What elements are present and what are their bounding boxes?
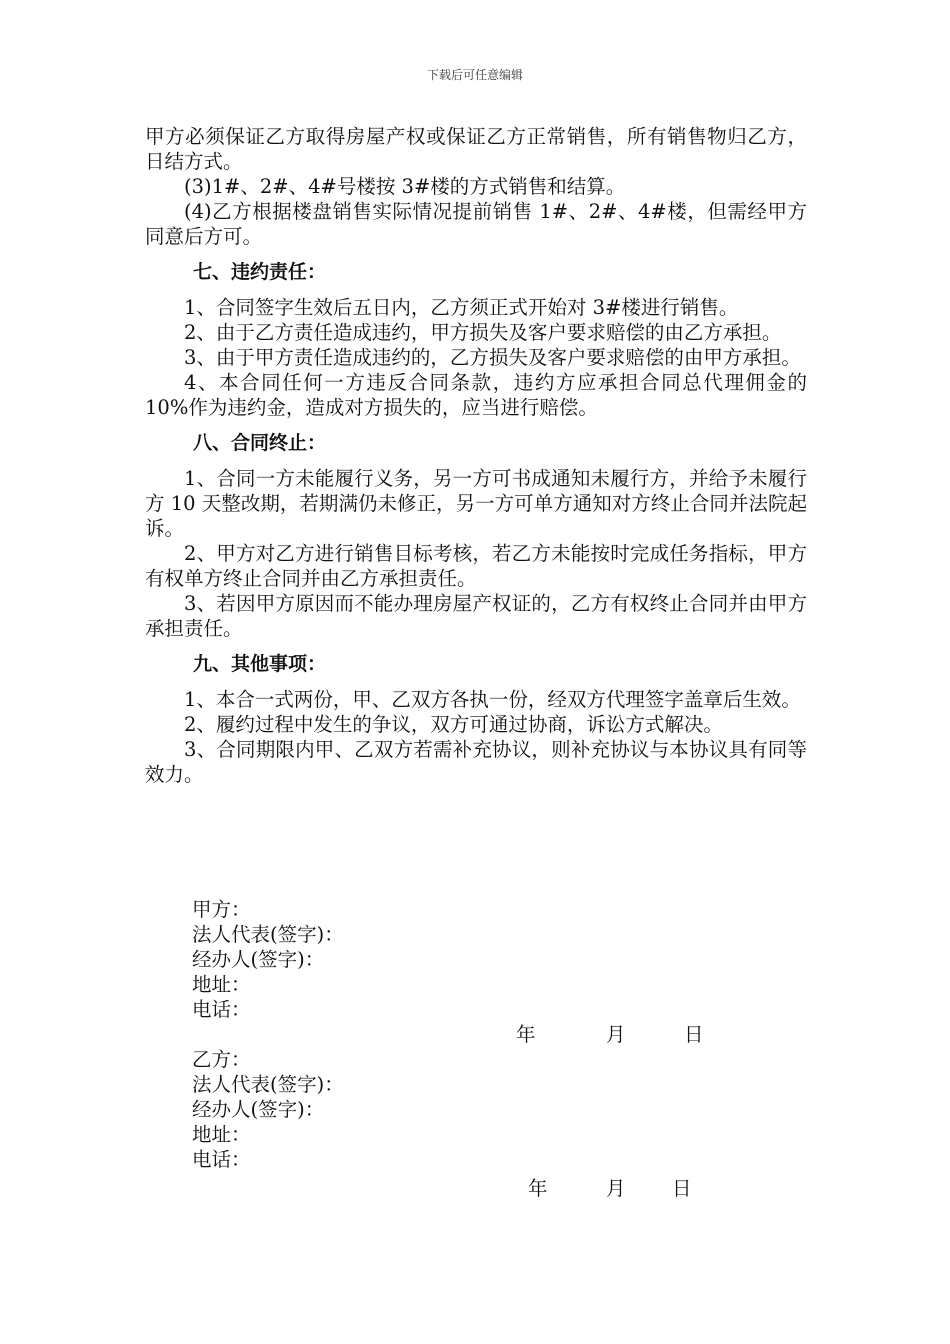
section-heading-termination: 八、合同终止： [193, 432, 327, 454]
termination-item-3: 3、若因甲方原因而不能办理房屋产权证的，乙方有权终止合同并由甲方承担责任。 [145, 592, 807, 640]
contract-body [145, 124, 807, 787]
party-a-month: 月 [606, 1023, 626, 1046]
party-b-legal-rep: 法人代表(签字)： [192, 1073, 344, 1096]
clause-4: (4)乙方根据楼盘销售实际情况提前销售 1#、2#、4#楼，但需经甲方同意后方可。 [145, 200, 807, 248]
other-item-1: 1、本合一式两份，甲、乙双方各执一份，经双方代理签字盖章后生效。 [184, 688, 801, 711]
party-a-address: 地址： [192, 973, 251, 996]
party-a-day: 日 [684, 1023, 704, 1046]
termination-item-2: 2、甲方对乙方进行销售目标考核，若乙方未能按时完成任务指标，甲方有权单方终止合同并由乙方承担责任。 [145, 542, 807, 590]
party-a-date-line [192, 1022, 812, 1050]
page-header-note: 下载后可任意编辑 [426, 68, 523, 82]
paragraph-continuation: 甲方必须保证乙方取得房屋产权或保证乙方正常销售，所有销售物归乙方，日结方式。 [145, 125, 807, 173]
party-b-agent: 经办人(签字)： [192, 1098, 325, 1121]
party-a-legal-rep: 法人代表(签字)： [192, 923, 344, 946]
party-a-agent: 经办人(签字)： [192, 948, 325, 971]
party-b-month: 月 [606, 1177, 626, 1200]
breach-item-2: 2、由于乙方责任造成违约，甲方损失及客户要求赔偿的由乙方承担。 [184, 321, 782, 344]
clause-3: (3)1#、2#、4#号楼按 3#楼的方式销售和结算。 [184, 175, 626, 198]
party-a-year: 年 [516, 1023, 536, 1046]
other-item-3: 3、合同期限内甲、乙双方若需补充协议，则补充协议与本协议具有同等效力。 [145, 738, 807, 786]
section-heading-other: 九、其他事项： [193, 653, 327, 675]
termination-item-1: 1、合同一方未能履行义务，另一方可书成通知未履行方，并给予未履行方 10 天整改期，若期满仍未修正，另一方可单方通知对方终止合同并法院起诉。 [145, 467, 807, 540]
section-heading-breach: 七、违约责任： [193, 261, 327, 283]
party-a-label: 甲方： [192, 898, 251, 921]
party-b-date-line [192, 1176, 812, 1204]
party-b-signature-block [192, 1047, 812, 1204]
party-b-year: 年 [528, 1177, 548, 1200]
party-b-address: 地址： [192, 1123, 251, 1146]
party-b-label: 乙方： [192, 1048, 251, 1071]
party-b-day: 日 [672, 1177, 692, 1200]
party-a-phone: 电话： [192, 998, 251, 1021]
breach-item-4: 4、本合同任何一方违反合同条款，违约方应承担合同总代理佣金的 10%作为违约金，造成对方损失的，应当进行赔偿。 [145, 371, 807, 419]
party-b-phone: 电话： [192, 1148, 251, 1171]
breach-item-1: 1、合同签字生效后五日内，乙方须正式开始对 3#楼进行销售。 [184, 296, 739, 319]
other-item-2: 2、履约过程中发生的争议，双方可通过协商，诉讼方式解决。 [184, 713, 723, 736]
breach-item-3: 3、由于甲方责任造成违约的，乙方损失及客户要求赔偿的由甲方承担。 [184, 346, 801, 369]
party-a-signature-block [192, 897, 812, 1050]
